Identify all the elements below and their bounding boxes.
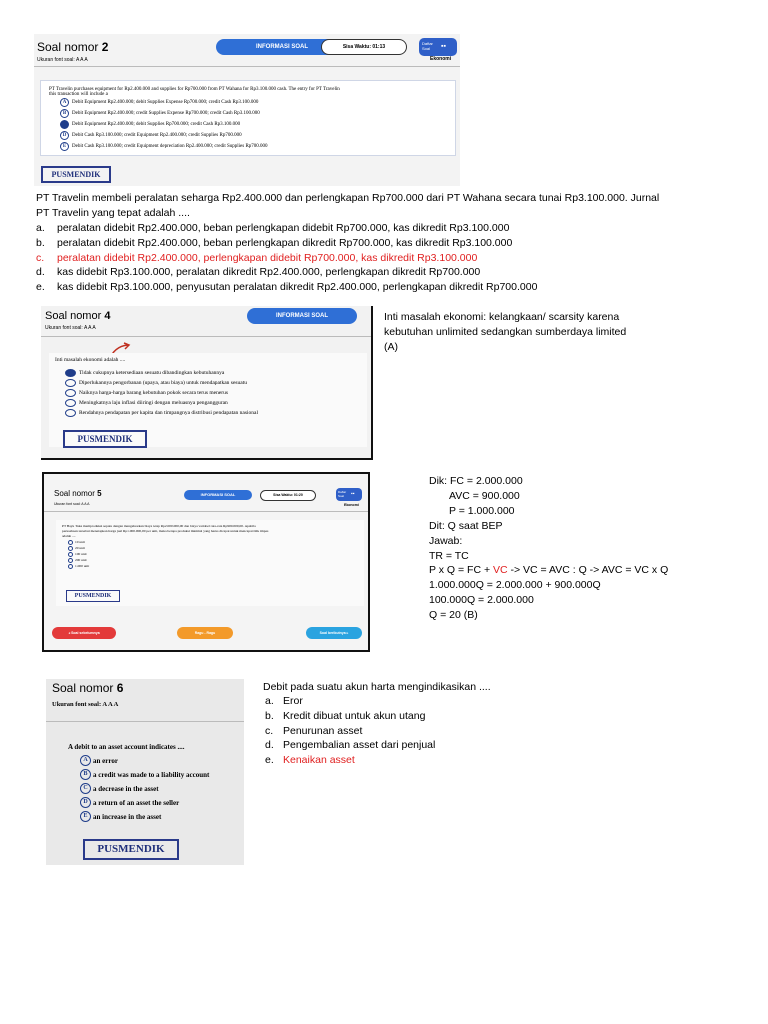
daftar-soal-button[interactable]: Daftar Soal ▪▪	[336, 488, 362, 501]
q2-title: Soal nomor 2	[37, 40, 109, 54]
answer-c-correct: c. peralatan didebit Rp2.400.000, perlengkapan didebit Rp700.000, kas dikredit Rp3.100.000	[36, 251, 478, 264]
option-circle-icon	[68, 552, 73, 557]
divider	[41, 336, 371, 337]
pusmendik-logo: PUSMENDIK	[63, 430, 147, 448]
font-small-button[interactable]: A	[75, 57, 79, 63]
grid-icon: ▪▪	[351, 491, 355, 497]
q6-title: Soal nomor 6	[52, 681, 124, 695]
option-e[interactable]: 1.000 unit	[68, 564, 364, 569]
option-circle-icon: D	[60, 131, 69, 140]
font-large-button[interactable]: A	[113, 701, 119, 708]
answer-e-correct: e. Kenaikan asset	[265, 754, 355, 767]
work-line: P = 1.000.000	[449, 504, 515, 517]
question-text: PT Travelin membeli peralatan seharga Rp2.400.000 dan perlengkapan Rp700.000 dari PT Wahana secara tunai Rp3.100.000. Jurnal	[36, 192, 660, 204]
timer-box: Sisa Waktu: 01:13	[321, 39, 407, 55]
option-c-selected[interactable]: Debit Equipment Rp2.400.000; debit Supplies Rp700.000; credit Cash Rp3.100.000	[60, 120, 455, 129]
option-circle-icon	[68, 540, 73, 545]
option-circle-icon: E	[80, 811, 91, 822]
font-large-button[interactable]: A	[84, 57, 88, 63]
note-line: (A)	[384, 341, 398, 353]
q5-title: Soal nomor 5	[54, 489, 102, 498]
option-d[interactable]: Meningkatnya laju inflasi diiringi dengan meluasnya pengangguran	[65, 399, 367, 407]
info-soal-button[interactable]: INFORMASI SOAL	[216, 39, 348, 55]
info-soal-button[interactable]: INFORMASI SOAL	[184, 490, 252, 500]
info-soal-button[interactable]: INFORMASI SOAL	[247, 308, 357, 324]
q6-font-size-row: Ukuran font soal: A A A	[52, 701, 119, 708]
q6-answer-list	[265, 694, 435, 768]
q6-question: Debit pada suatu akun harta mengindikasikan ....	[263, 681, 491, 693]
q5-font-size-row: Ukuran font soal: A A A	[54, 502, 90, 506]
grid-icon: ▪▪	[441, 43, 446, 50]
q2-font-size-row: Ukuran font soal: A A A	[37, 57, 88, 63]
option-b[interactable]: B Debit Equipment Rp2.400.000; credit Supplies Expense Rp700.000; credit Cash Rp3.100.000	[60, 109, 455, 118]
note-line: Inti masalah ekonomi: kelangkaan/ scarsity karena	[384, 311, 620, 323]
divider	[46, 721, 244, 722]
question-text: Inti masalah ekonomi adalah ....	[55, 357, 126, 363]
option-circle-icon: A	[60, 98, 69, 107]
work-line: Q = 20 (B)	[429, 609, 478, 622]
option-circle-icon: C	[80, 783, 91, 794]
work-line: 100.000Q = 2.000.000	[429, 594, 534, 607]
work-line: P x Q = FC + VC -> VC = AVC : Q -> AVC = VC x Q	[429, 564, 669, 577]
work-line: Dit: Q saat BEP	[429, 519, 503, 532]
question-line: PT Bayu Tuka memproduksi sepatu dengan mengeluarkan biaya tetap Rp2.000.000,00 dan biaya variabel rata-rata Rp900.000,00. Apabila	[62, 524, 256, 528]
q2-question	[36, 191, 746, 221]
option-circle-icon: A	[80, 755, 91, 766]
question-text: PT Travelin yang tepat adalah ....	[36, 207, 190, 219]
option-d[interactable]: 200 unit	[68, 558, 364, 563]
option-a[interactable]: 10 unit	[68, 540, 364, 545]
option-b[interactable]: B a credit was made to a liability account	[80, 769, 244, 780]
question-line: this transaction will include a	[49, 92, 108, 97]
font-small-button[interactable]: A	[102, 701, 107, 708]
font-medium-button[interactable]: A	[88, 325, 92, 331]
font-small-button[interactable]: A	[83, 325, 87, 331]
option-circle-icon	[65, 379, 76, 387]
option-circle-icon	[68, 546, 73, 551]
chevron-right-icon: ▸	[345, 631, 349, 635]
option-selected-icon	[60, 120, 69, 129]
option-e[interactable]: E Debit Cash Rp3.100.000; credit Equipment depreciation Rp2.400.000; credit Supplies Rp700.000	[60, 142, 455, 151]
work-line: 1.000.000Q = 2.000.000 + 900.000Q	[429, 579, 601, 592]
option-c[interactable]: Naiknya harga-harga barang kebutuhan pokok secara terus menerus	[65, 389, 367, 397]
work-line: TR = TC	[429, 549, 469, 562]
option-d[interactable]: D Debit Cash Rp3.100.000; credit Equipment Rp2.400.000; credit Supplies Rp700.000	[60, 131, 455, 140]
next-question-button[interactable]: Soal berikutnya ▸	[306, 627, 362, 639]
timer-box: Sisa Waktu: 01:20	[260, 490, 316, 501]
option-b[interactable]: Diperlukannya pengorbanan (upaya, atau biaya) untuk mendapatkan sesuatu	[65, 379, 367, 387]
q2-question-card	[40, 80, 456, 156]
option-circle-icon: D	[80, 797, 91, 808]
font-large-button[interactable]: A	[92, 325, 96, 331]
option-c[interactable]: C a decrease in the asset	[80, 783, 244, 794]
font-medium-button[interactable]: A	[80, 57, 84, 63]
question-line: perusahaan tersebut menetapkan harga jual Rp1.000.000,00 per unit, maka berapa produksi minimal yang harus dicapai untuk mencapai titik impas	[62, 529, 269, 533]
option-selected-icon	[65, 369, 76, 377]
answer-b: b. Kredit dibuat untuk akun utang	[265, 709, 426, 722]
answer-d: d. kas didebit Rp3.100.000, peralatan dikredit Rp2.400.000, perlengkapan dikredit Rp700.000	[36, 266, 481, 279]
pusmendik-logo: PUSMENDIK	[83, 839, 179, 860]
work-line: Dik: FC = 2.000.000	[429, 475, 523, 487]
option-e[interactable]: E an increase in the asset	[80, 811, 244, 822]
q4-title: Soal nomor 4	[45, 310, 111, 322]
divider	[44, 511, 370, 512]
question-line: adalah ....	[62, 534, 76, 538]
chevron-left-icon: ◂	[68, 631, 72, 635]
option-circle-icon	[68, 564, 73, 569]
note-line: kebutuhan unlimited sedangkan sumberdaya limited	[384, 326, 627, 338]
q5-screenshot	[42, 472, 370, 652]
option-circle-icon	[68, 558, 73, 563]
option-circle-icon: B	[80, 769, 91, 780]
daftar-soal-button[interactable]: Daftar Soal ▪▪	[419, 38, 457, 56]
option-circle-icon	[65, 399, 76, 407]
option-a[interactable]: A Debit Equipment Rp2.400.000; debit Supplies Expense Rp700.000; credit Cash Rp3.100.000	[60, 98, 455, 107]
answer-e: e. kas didebit Rp3.100.000, penyusutan peralatan dikredit Rp2.400.000, perlengkapan dikredit Rp700.000	[36, 281, 538, 294]
option-circle-icon	[65, 389, 76, 397]
option-circle-icon	[65, 409, 76, 417]
subject-label: Ekonomi	[344, 503, 359, 507]
answer-c: c. Penurunan asset	[265, 724, 363, 737]
option-b[interactable]: 20 unit	[68, 546, 364, 551]
font-medium-button[interactable]: A	[84, 502, 87, 506]
option-c[interactable]: 100 unit	[68, 552, 364, 557]
answer-d: d. Pengembalian asset dari penjual	[265, 739, 436, 752]
subject-label: Ekonomi	[430, 56, 452, 62]
answer-b: b. peralatan didebit Rp2.400.000, beban perlengkapan dikredit Rp700.000, kas dikredit Rp3.100.000	[36, 236, 513, 249]
work-line: AVC = 900.000	[449, 489, 520, 502]
answer-a: a. peralatan didebit Rp2.400.000, beban perlengkapan didebit Rp700.000, kas dikredit Rp3.100.000	[36, 222, 510, 234]
font-large-button[interactable]: A	[87, 502, 90, 506]
q2-screenshot	[34, 34, 460, 186]
pusmendik-logo: PUSMENDIK	[66, 590, 120, 602]
option-a-selected[interactable]: Tidak cukupnya ketersediaan sesuatu dibandingkan kebutuhannya	[65, 369, 367, 377]
work-line: Jawab:	[429, 534, 463, 547]
prev-question-button[interactable]: ◂ Soal sebelumnya	[52, 627, 116, 639]
option-a[interactable]: A an error	[80, 755, 244, 766]
option-circle-icon: B	[60, 109, 69, 118]
pusmendik-logo: PUSMENDIK	[41, 166, 111, 183]
question-text: A debit to an asset account indicates ....	[68, 743, 185, 751]
q2-answer-list	[36, 221, 537, 295]
divider	[34, 66, 460, 67]
font-small-button[interactable]: A	[81, 502, 84, 506]
ragu-ragu-button[interactable]: Ragu - Ragu	[177, 627, 233, 639]
question-line: PT Travelin purchases equipment for Rp2.400.000 and supplies for Rp700.000 from PT Wahana for Rp3.100.000 cash. The entry for PT Travelin	[49, 87, 340, 92]
option-d[interactable]: D a return of an asset the seller	[80, 797, 244, 808]
q5-working	[429, 474, 668, 623]
q4-note	[384, 310, 626, 355]
option-e[interactable]: Rendahnya pendapatan per kapita dan timpangnya distribusi pendapatan nasional	[65, 409, 367, 417]
q6-screenshot	[46, 679, 244, 865]
font-medium-button[interactable]: A	[108, 701, 113, 708]
q4-font-size-row: Ukuran font soal: A A A	[45, 325, 96, 331]
option-circle-icon: E	[60, 142, 69, 151]
answer-a: a. Eror	[265, 695, 303, 707]
q4-screenshot	[41, 306, 373, 460]
